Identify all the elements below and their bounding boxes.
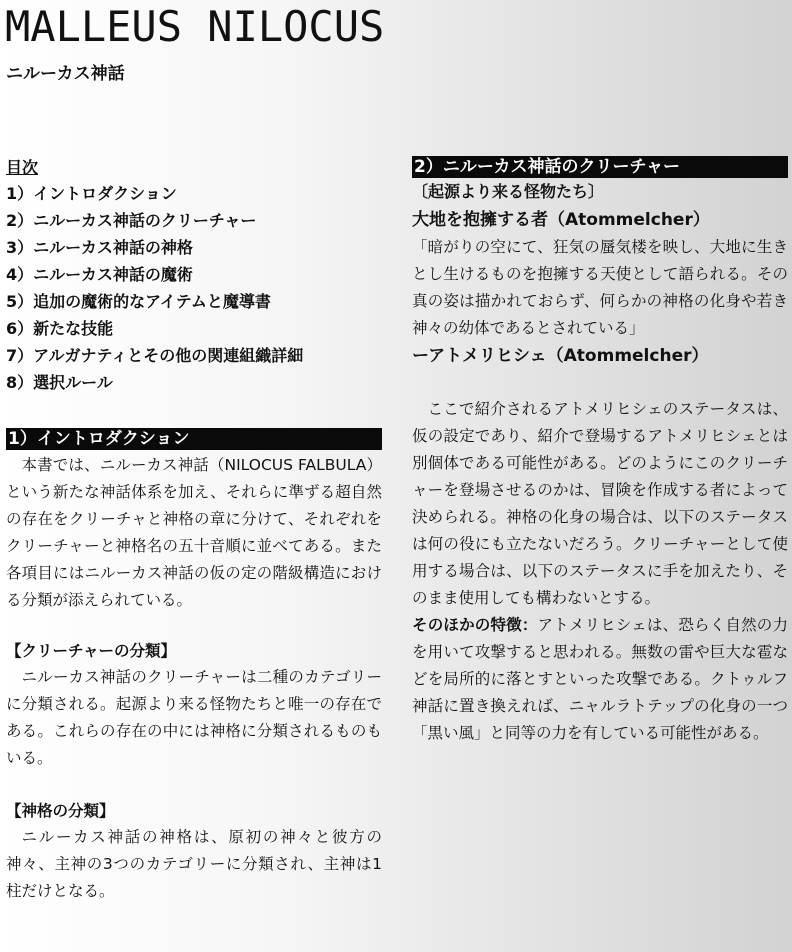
entry-attribution: ーアトメリヒシェ（Atommelcher） — [412, 346, 709, 366]
intro-section-heading: 1）イントロダクション — [6, 428, 382, 450]
left-column — [6, 156, 382, 905]
creature-class-text: ニルーカス神話のクリーチャーは二種のカテゴリーに分類される。起源より来る怪物たちと唯一の存在である。これらの存在の中には神格に分類されるものもいる。 — [6, 668, 382, 767]
toc-list — [6, 180, 382, 396]
document-title: MALLEUS NILOCUS — [5, 2, 385, 51]
document-subtitle: ニルーカス神話 — [6, 64, 125, 84]
intro-paragraph: 本書では、ニルーカス神話（NILOCUS FALBULA）という新たな神話体系を加え、それらに準ずる超自然の存在をクリーチャと神格の章に分けて、それぞれをクリーチャーと神格名の五十音順に並べてある。また各項目にはニルーカス神話の仮の定の階級構造における分類が添えられている。 — [6, 456, 382, 609]
toc-item[interactable]: 6）新たな技能 — [6, 319, 114, 338]
deity-class-heading: 【神格の分類】 — [6, 802, 115, 820]
toc-item[interactable]: 5）追加の魔術的なアイテムと魔導書 — [6, 292, 271, 311]
creatures-section-heading: 2）ニルーカス神話のクリーチャー — [412, 156, 788, 178]
right-column — [412, 156, 788, 747]
entry-title: 大地を抱擁する者（Atommelcher） — [412, 210, 710, 230]
toc-item[interactable]: 4）ニルーカス神話の魔術 — [6, 265, 193, 284]
entry-description: ここで紹介されるアトメリヒシェのステータスは、仮の設定であり、紹介で登場するアトメリヒシェとは別個体である可能性がある。どのようにこのクリーチャーを登場させるのかは、冒険を作成する者によって決められる。神格の化身の場合は、以下のステータスは何の役にも立たないだろう。クリーチャーとして使用する場合は、以下のステータスに手を加えたり、そのまま使用しても構わないとする。 — [412, 400, 788, 607]
toc-item[interactable]: 7）アルガナティとその他の関連組織詳細 — [6, 346, 304, 365]
toc-heading: 目次 — [6, 158, 39, 177]
creature-category: 〔起源より来る怪物たち〕 — [412, 182, 605, 201]
toc-item[interactable]: 1）イントロダクション — [6, 184, 177, 203]
other-features — [412, 612, 788, 747]
creature-class-heading: 【クリーチャーの分類】 — [6, 642, 177, 660]
toc-item[interactable]: 8）選択ルール — [6, 373, 113, 392]
entry-quote: 「暗がりの空にて、狂気の蜃気楼を映し、大地に生きとし生けるものを抱擁する天使として語られる。その真の姿は描かれておらず、何らかの神格の化身や若き神々の幼体であるとされている」 — [412, 238, 788, 337]
toc-item[interactable]: 3）ニルーカス神話の神格 — [6, 238, 193, 257]
other-features-text: アトメリヒシェは、恐らく自然の力を用いて攻撃すると思われる。無数の雷や巨大な雹などを局所的に落とすといった攻撃である。クトゥルフ神話に置き換えれば、ニャルラトテップの化身の一つ「黒い風」と同等の力を有している可能性がある。 — [412, 616, 788, 742]
other-features-label: そのほかの特徴： — [412, 616, 538, 634]
deity-class-text: ニルーカス神話の神格は、原初の神々と彼方の神々、主神の3つのカテゴリーに分類され、主神は1柱だけとなる。 — [6, 828, 382, 900]
toc-item[interactable]: 2）ニルーカス神話のクリーチャー — [6, 211, 257, 230]
